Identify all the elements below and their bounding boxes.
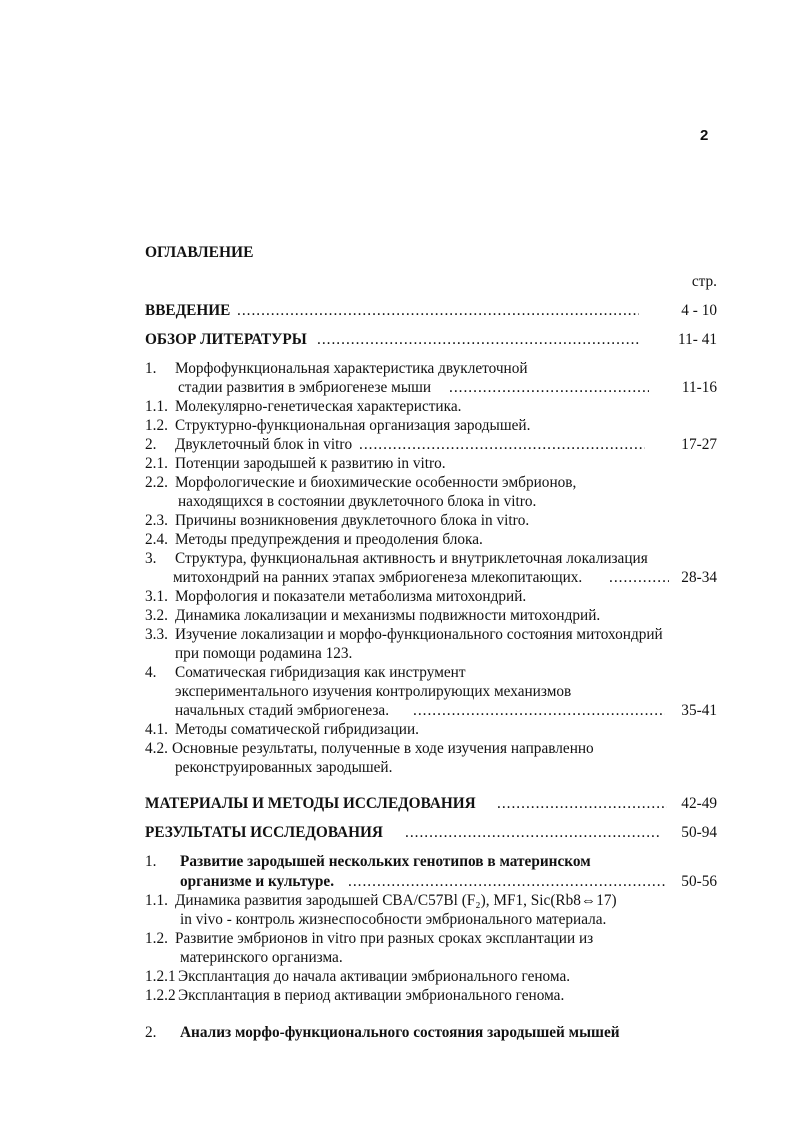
dot-leader: [317, 330, 639, 350]
toc-entry: [145, 758, 717, 778]
entry-text: Морфологические и биохимические особенности эмбрионов,: [175, 474, 577, 491]
entry-text: Причины возникновения двуклеточного блока in vitro.: [175, 512, 530, 529]
entry-number: 4.2.: [145, 740, 168, 757]
toc-entry: [145, 929, 717, 949]
dot-leader: [449, 378, 649, 398]
toc-entry: [145, 1023, 717, 1043]
dot-leader: [359, 435, 645, 455]
entry-text: Структурно-функциональная организация зародышей.: [175, 417, 531, 434]
entry-number: 1.2.1: [145, 968, 176, 985]
entry-text: Методы соматической гибридизации.: [175, 721, 419, 738]
entry-number: 1.2.2: [145, 987, 176, 1004]
entry-page: 50-94: [681, 824, 717, 841]
entry-number: 1.2.: [145, 930, 168, 947]
dot-leader: [413, 701, 665, 721]
dot-leader: [405, 823, 661, 843]
entry-number: 1.1.: [145, 892, 168, 909]
toc-entry: [145, 986, 717, 1006]
entry-text: Динамика развития зародышей CBA/C57Bl (F₂), MF1, Sic(Rb8⇔17): [175, 892, 617, 909]
entry-page: 42-49: [681, 795, 717, 812]
toc-entry: [145, 739, 717, 759]
entry-text: реконструированных зародышей.: [175, 759, 393, 776]
entry-text: Развитие зародышей нескольких генотипов в материнском: [180, 853, 591, 870]
entry-text: Динамика локализации и механизмы подвижности митохондрий.: [175, 607, 601, 624]
entry-text: ВВЕДЕНИЕ: [145, 302, 231, 319]
toc-entry: [145, 606, 717, 626]
entry-text: Морфология и показатели метаболизма митохондрий.: [175, 588, 527, 605]
entry-number: 3.3.: [145, 626, 168, 643]
toc-entry: [145, 473, 717, 493]
entry-text: начальных стадий эмбриогенеза.: [175, 702, 390, 719]
toc-entry: [145, 701, 717, 721]
dot-leader: [497, 794, 667, 814]
toc-entry: [145, 644, 717, 664]
entry-number: 2.: [145, 1024, 157, 1041]
dot-leader: [348, 872, 666, 892]
entry-text: экспериментального изучения контролирующих механизмов: [175, 683, 572, 700]
toc-title: ОГЛАВЛЕНИЕ: [145, 244, 254, 261]
entry-number: 1.: [145, 360, 157, 377]
toc-entry-materials-methods: [145, 794, 717, 814]
entry-text: стадии развития в эмбриогенезе мыши: [178, 379, 432, 396]
toc-entry: [145, 967, 717, 987]
entry-text: МАТЕРИАЛЫ И МЕТОДЫ ИССЛЕДОВАНИЯ: [145, 795, 476, 812]
toc-entry: [145, 397, 717, 417]
toc-entry-literature-review: [145, 330, 717, 350]
entry-page: 17-27: [681, 436, 717, 453]
entry-text: Молекулярно-генетическая характеристика.: [175, 398, 462, 415]
toc-entry: [145, 416, 717, 436]
toc-entry: [145, 872, 717, 892]
entry-page: 4 - 10: [681, 302, 717, 319]
entry-page: 50-56: [681, 873, 717, 890]
entry-text: Анализ морфо-функционального состояния зародышей мышей: [180, 1024, 620, 1041]
entry-number: 2.1.: [145, 455, 168, 472]
page-number: 2: [700, 127, 709, 144]
entry-text: организме и культуре.: [180, 873, 335, 890]
entry-text: Двуклеточный блок in vitro: [175, 436, 353, 453]
entry-number: 3.2.: [145, 607, 168, 624]
entry-text: Соматическая гибридизация как инструмент: [175, 664, 466, 681]
entry-text: при помощи родамина 123.: [175, 645, 353, 662]
entry-text: Изучение локализации и морфо-функционального состояния митохондрий: [175, 626, 663, 643]
toc-entry-results: [145, 823, 717, 843]
toc-entry: [145, 720, 717, 740]
toc-entry: [145, 359, 717, 379]
entry-page: 11- 41: [678, 331, 717, 348]
entry-number: 1.1.: [145, 398, 168, 415]
entry-text: материнского организма.: [180, 949, 343, 966]
entry-number: 3.1.: [145, 588, 168, 605]
entry-number: 2.4.: [145, 531, 168, 548]
entry-text: РЕЗУЛЬТАТЫ ИССЛЕДОВАНИЯ: [145, 824, 383, 841]
entry-page: 28-34: [681, 569, 717, 586]
entry-text: митохондрий на ранних этапах эмбриогенеза млекопитающих.: [173, 569, 583, 586]
toc-entry: [145, 530, 717, 550]
entry-text: Методы предупреждения и преодоления блока.: [175, 531, 483, 548]
toc-entry: [145, 435, 717, 455]
toc-entry: [145, 454, 717, 474]
toc-entry: [145, 910, 717, 930]
entry-number: 3.: [145, 550, 157, 567]
entry-text: Развитие эмбрионов in vitro при разных сроках эксплантации из: [175, 930, 594, 947]
toc-entry: [145, 511, 717, 531]
pages-label: стр.: [691, 273, 717, 290]
entry-text: Потенции зародышей к развитию in vitro.: [175, 455, 446, 472]
toc-entry-introduction: [145, 301, 717, 321]
dot-leader: [609, 568, 669, 588]
entry-number: 1.2.: [145, 417, 168, 434]
entry-text: Морфофункциональная характеристика двуклеточной: [175, 360, 528, 377]
toc-entry: [145, 852, 717, 872]
toc-entry: [145, 568, 717, 588]
toc-entry: [145, 682, 717, 702]
toc-entry: [145, 549, 717, 569]
entry-text: Основные результаты, полученные в ходе изучения направленно: [172, 740, 594, 757]
entry-number: 4.: [145, 664, 157, 681]
entry-text: in vivo - контроль жизнеспособности эмбрионального материала.: [180, 911, 607, 928]
entry-number: 2.2.: [145, 474, 168, 491]
entry-number: 1.: [145, 853, 157, 870]
toc-entry: [145, 587, 717, 607]
entry-text: находящихся в состоянии двуклеточного блока in vitro.: [178, 493, 537, 510]
entry-text: Структура, функциональная активность и внутриклеточная локализация: [175, 550, 648, 567]
toc-entry: [145, 663, 717, 683]
toc-entry: [145, 378, 717, 398]
toc-entry: [145, 891, 717, 911]
entry-page: 35-41: [681, 702, 717, 719]
toc-entry: [145, 492, 717, 512]
toc-entry: [145, 948, 717, 968]
entry-text: ОБЗОР ЛИТЕРАТУРЫ: [145, 331, 307, 348]
dot-leader: [237, 301, 639, 321]
entry-page: 11-16: [681, 379, 717, 396]
toc-entry: [145, 625, 717, 645]
entry-number: 2.3.: [145, 512, 168, 529]
entry-number: 4.1.: [145, 721, 168, 738]
entry-number: 2.: [145, 436, 157, 453]
entry-text: Эксплантация в период активации эмбрионального генома.: [178, 987, 565, 1004]
entry-text: Эксплантация до начала активации эмбрионального генома.: [178, 968, 571, 985]
